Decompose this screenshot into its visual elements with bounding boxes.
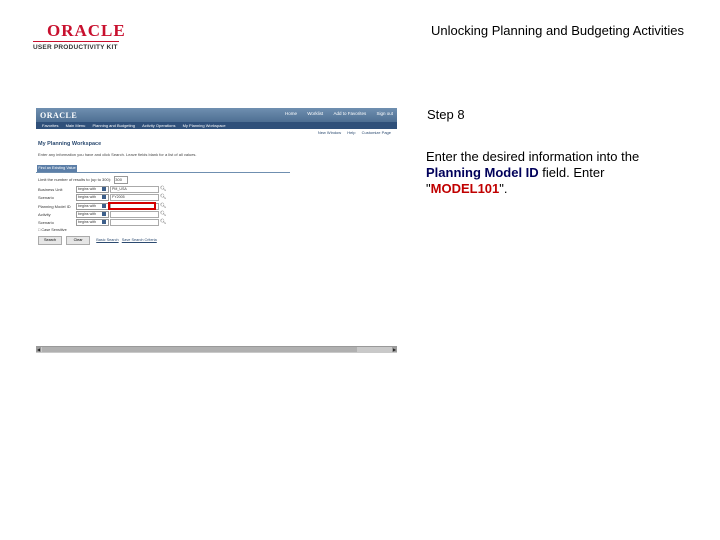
dropdown-arrow-icon[interactable] <box>102 212 106 216</box>
save-search-criteria-link[interactable]: Save Search Criteria <box>121 238 157 242</box>
field-input[interactable] <box>110 219 159 226</box>
slide-title: Unlocking Planning and Budgeting Activities <box>431 23 684 38</box>
oracle-upk-logo <box>33 22 128 51</box>
horizontal-scrollbar[interactable] <box>36 346 397 353</box>
field-label: Scenario <box>38 195 54 200</box>
link-home[interactable]: Home <box>284 111 297 116</box>
scrollbar-thumb[interactable] <box>42 347 357 352</box>
link-add-favorites[interactable]: Add to Favorites <box>333 111 367 116</box>
instruction-field-name: Planning Model ID <box>426 165 539 180</box>
limit-label: Limit the number of results to (up to 300): <box>38 177 112 183</box>
field-input[interactable]: FY2005 <box>110 194 159 201</box>
menu-item[interactable]: Favorites <box>42 123 59 128</box>
dropdown-arrow-icon[interactable] <box>102 195 106 199</box>
operator-select[interactable]: begins with <box>76 186 109 193</box>
help-link[interactable]: Help <box>347 130 356 135</box>
instruction-text: field. Enter " <box>426 165 605 196</box>
highlight-box <box>108 202 156 210</box>
limit-input[interactable]: 300 <box>114 176 128 184</box>
menu-item[interactable]: Activity Operations <box>142 123 176 128</box>
app-brand: ORACLE <box>40 111 78 120</box>
results-limit <box>38 176 128 184</box>
field-label: Business Unit <box>38 187 63 192</box>
tab-find-existing-value[interactable]: Find an Existing Value <box>38 166 76 170</box>
field-input[interactable] <box>110 211 159 218</box>
basic-search-link[interactable]: Basic Search <box>96 238 119 242</box>
new-window-link[interactable]: New Window <box>317 130 342 135</box>
menu-item[interactable]: Planning and Budgeting <box>92 123 135 128</box>
clear-button[interactable]: Clear <box>66 236 90 245</box>
lookup-icon[interactable]: 🔍︎ <box>160 186 167 192</box>
instruction-text: ". <box>499 181 508 196</box>
lookup-icon[interactable]: 🔍︎ <box>160 211 167 217</box>
logo-divider <box>33 41 119 42</box>
menu-item[interactable]: My Planning Workspace <box>182 123 226 128</box>
app-top-links <box>276 111 393 116</box>
page-title: My Planning Workspace <box>38 141 102 147</box>
operator-select[interactable]: begins with <box>76 219 109 226</box>
breadcrumb-menu <box>36 122 397 129</box>
step-instruction <box>426 149 676 197</box>
operator-select[interactable]: begins with <box>76 203 109 210</box>
lookup-icon[interactable]: 🔍︎ <box>160 194 167 200</box>
field-label: Planning Model ID <box>38 204 71 209</box>
scroll-right-icon[interactable]: ▶ <box>392 347 397 352</box>
field-label: Activity <box>38 212 51 217</box>
page-description: Enter any information you have and click Search. Leave fields blank for a list of all values. <box>38 152 197 157</box>
lookup-icon[interactable]: 🔍︎ <box>160 219 167 225</box>
instruction-text: Enter the desired information into the <box>426 149 640 164</box>
scroll-left-icon[interactable]: ◀ <box>36 347 41 352</box>
search-actions <box>38 236 157 244</box>
dropdown-arrow-icon[interactable] <box>102 187 106 191</box>
link-worklist[interactable]: Worklist <box>307 111 324 116</box>
operator-select[interactable]: begins with <box>76 194 109 201</box>
link-sign-out[interactable]: Sign out <box>376 111 393 116</box>
dropdown-arrow-icon[interactable] <box>102 204 106 208</box>
field-input[interactable]: PM_USA <box>110 186 159 193</box>
search-tabstrip <box>36 165 290 173</box>
page-utility-links <box>313 130 391 135</box>
logo-subtitle: USER PRODUCTIVITY KIT <box>33 44 118 51</box>
step-label: Step 8 <box>427 107 465 122</box>
case-sensitive-checkbox[interactable]: □ Case Sensitive <box>38 228 67 232</box>
instruction-entry-value: MODEL101 <box>430 181 500 196</box>
customize-page-link[interactable]: Customize Page <box>361 130 391 135</box>
lookup-icon[interactable]: 🔍︎ <box>160 203 167 209</box>
case-sensitive-label: Case Sensitive <box>41 228 67 232</box>
dropdown-arrow-icon[interactable] <box>102 220 106 224</box>
operator-select[interactable]: begins with <box>76 211 109 218</box>
menu-item[interactable]: Main Menu <box>65 123 86 128</box>
field-label: Scenario <box>38 220 54 225</box>
application-screenshot <box>36 108 397 353</box>
logo-wordmark: ORACLE <box>47 21 126 40</box>
search-button[interactable]: Search <box>38 236 62 245</box>
